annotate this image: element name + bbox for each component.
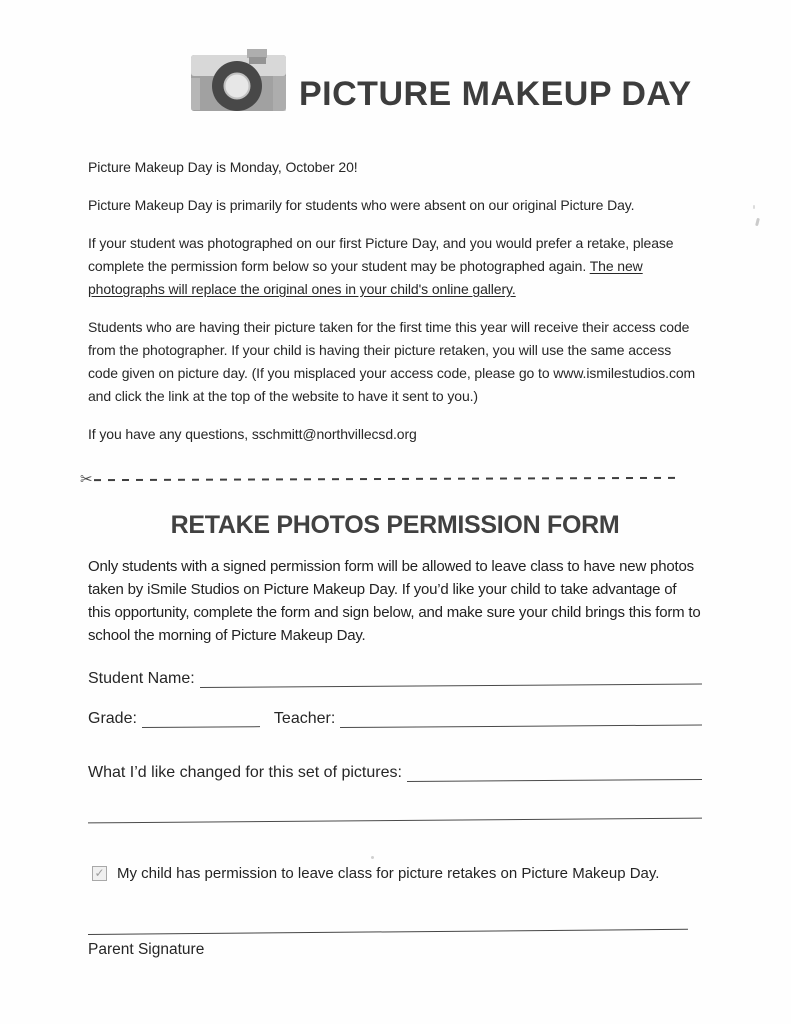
changes-field xyxy=(88,764,702,782)
form-heading: RETAKE PHOTOS PERMISSION FORM xyxy=(170,510,620,539)
camera-icon xyxy=(185,40,293,122)
grade-teacher-field xyxy=(88,710,702,728)
changes-blank-line xyxy=(407,764,702,781)
grade-blank-line xyxy=(142,712,260,728)
grade-label: Grade: xyxy=(88,709,137,727)
changes-blank-line-2 xyxy=(88,817,702,823)
permission-checkbox-label: My child has permission to leave class for picture retakes on Picture Makeup Day. xyxy=(117,864,660,882)
teacher-label: Teacher: xyxy=(273,709,336,727)
permission-checkbox: ✓ xyxy=(92,866,107,881)
paragraph-retake-policy xyxy=(88,232,702,301)
retake-policy-underlined-text: The new photographs will replace the original ones in your child's online gallery. xyxy=(88,257,643,297)
student-name-label: Student Name: xyxy=(88,669,195,687)
permission-checkbox-row xyxy=(92,865,702,882)
dashed-cut-rule xyxy=(94,477,682,481)
cut-line xyxy=(80,469,702,488)
page-title: PICTURE MAKEUP DAY xyxy=(299,75,692,113)
document-header xyxy=(185,38,702,122)
student-name-field xyxy=(88,670,702,688)
parent-signature-line xyxy=(88,928,688,934)
scan-artifact xyxy=(753,205,755,209)
paragraph-contact: If you have any questions, sschmitt@northvillecsd.org xyxy=(88,425,417,442)
paragraph-access-code: Students who are having their picture taken for the first time this year will receive their access code from the photographer. If your child is having their picture retaken, you will use the same access code given on picture day. (If you misplaced your access code, please go to www.ismilestudios.com and click the link at the top of the website to have it sent to you.) xyxy=(88,318,696,404)
paragraph-purpose: Picture Makeup Day is primarily for students who were absent on our original Picture Day. xyxy=(88,196,635,213)
scan-artifact xyxy=(371,856,374,859)
student-name-blank-line xyxy=(200,669,702,688)
paragraph-date: Picture Makeup Day is Monday, October 20! xyxy=(88,159,358,175)
teacher-blank-line xyxy=(340,710,702,728)
changes-label: What I’d like changed for this set of pictures: xyxy=(88,763,402,781)
intro-section xyxy=(88,156,702,446)
scan-artifact xyxy=(755,218,760,226)
parent-signature-label: Parent Signature xyxy=(88,940,205,958)
retake-policy-text: If your student was photographed on our first Picture Day, and you would prefer a retake, please complete the permission form below so your student may be photographed again. xyxy=(88,234,674,274)
scissors-icon: ✂ xyxy=(80,469,93,488)
form-intro: Only students with a signed permission form will be allowed to leave class to have new photos taken by iSmile Studios on Picture Makeup Day. If you’d like your child to take advantage of this opportunity, complete the form and sign below, and make sure your child brings this form to school the morning of Picture Makeup Day. xyxy=(88,557,701,645)
